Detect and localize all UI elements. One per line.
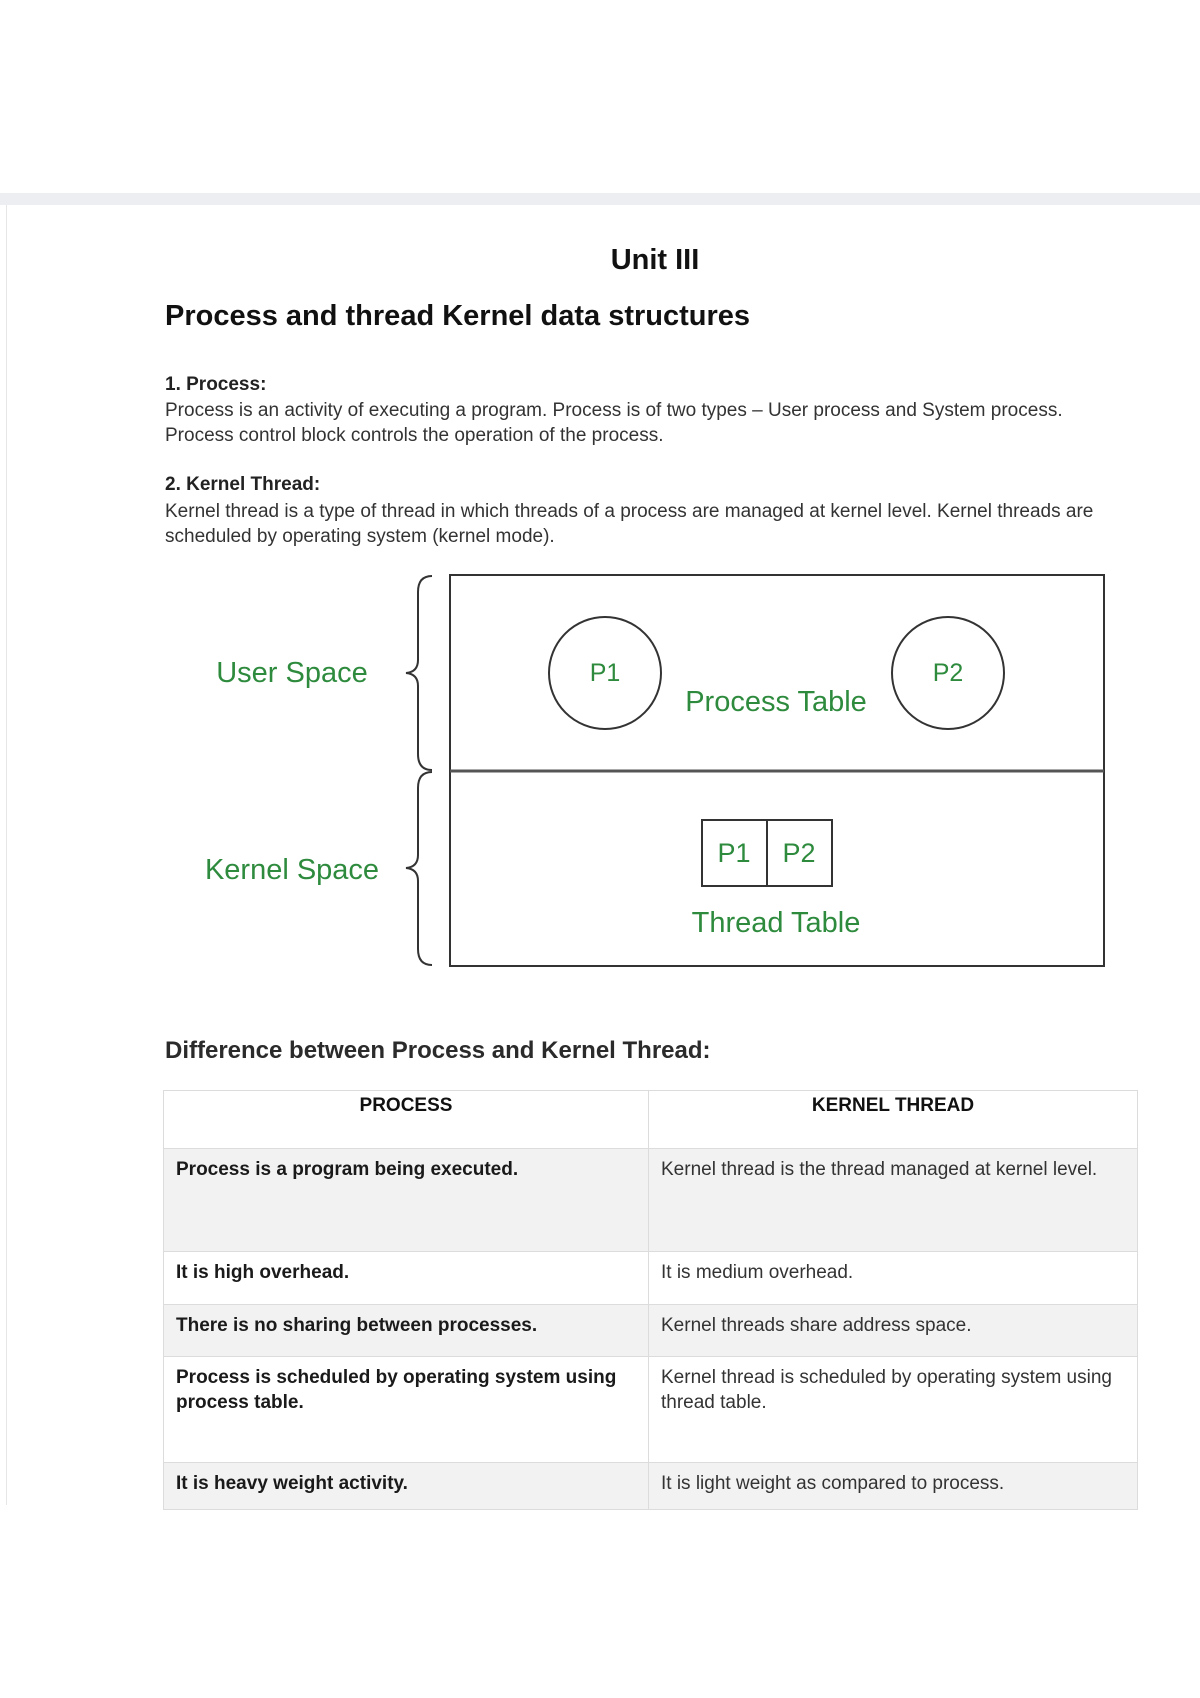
process-cell: It is heavy weight activity.: [164, 1463, 649, 1510]
kernel-thread-cell: It is medium overhead.: [649, 1252, 1138, 1305]
thread-table-p2-label: P2: [782, 838, 816, 868]
table-row: [164, 1252, 1138, 1305]
column-header-kernel-thread: KERNEL THREAD: [649, 1091, 1138, 1149]
table-row: [164, 1463, 1138, 1510]
user-space-label: User Space: [216, 657, 368, 689]
section-heading-kernel-thread: 2. Kernel Thread:: [165, 474, 321, 495]
table-header-row: [164, 1091, 1138, 1149]
table-row: [164, 1149, 1138, 1252]
process-thread-diagram: [0, 560, 1200, 980]
column-header-process: PROCESS: [164, 1091, 649, 1149]
table-row: [164, 1357, 1138, 1463]
thread-table-p1-label: P1: [717, 838, 751, 868]
section-heading-process: 1. Process:: [165, 374, 267, 395]
document-heading: Process and thread Kernel data structures: [165, 300, 751, 332]
kernel-thread-cell: Kernel thread is scheduled by operating system using thread table.: [649, 1357, 1138, 1463]
unit-title: Unit III: [610, 244, 700, 276]
kernel-thread-cell: It is light weight as compared to process.: [649, 1463, 1138, 1510]
p1-label: P1: [589, 659, 621, 687]
process-cell: It is high overhead.: [164, 1252, 649, 1305]
p2-label: P2: [932, 659, 964, 687]
process-cell: Process is a program being executed.: [164, 1149, 649, 1252]
kernel-space-label: Kernel Space: [204, 854, 380, 886]
thread-table-label: Thread Table: [691, 907, 861, 939]
difference-table: [163, 1090, 1138, 1510]
kernel-space-brace: [406, 772, 432, 965]
page-top-band: [0, 193, 1200, 205]
section-body-process: Process is an activity of executing a program. Process is of two types – User process and System process. Process control block controls the operation of the process.: [165, 400, 1063, 446]
process-table-label: Process Table: [685, 686, 867, 718]
user-space-brace: [406, 576, 432, 770]
kernel-thread-cell: Kernel thread is the thread managed at kernel level.: [649, 1149, 1138, 1252]
section-body-kernel-thread: Kernel thread is a type of thread in which threads of a process are managed at kernel level. Kernel threads are scheduled by operating system (kernel mode).: [165, 501, 1094, 547]
table-row: [164, 1305, 1138, 1357]
kernel-thread-cell: Kernel threads share address space.: [649, 1305, 1138, 1357]
process-cell: Process is scheduled by operating system using process table.: [164, 1357, 649, 1463]
process-cell: There is no sharing between processes.: [164, 1305, 649, 1357]
difference-heading: Difference between Process and Kernel Thread:: [165, 1037, 711, 1064]
